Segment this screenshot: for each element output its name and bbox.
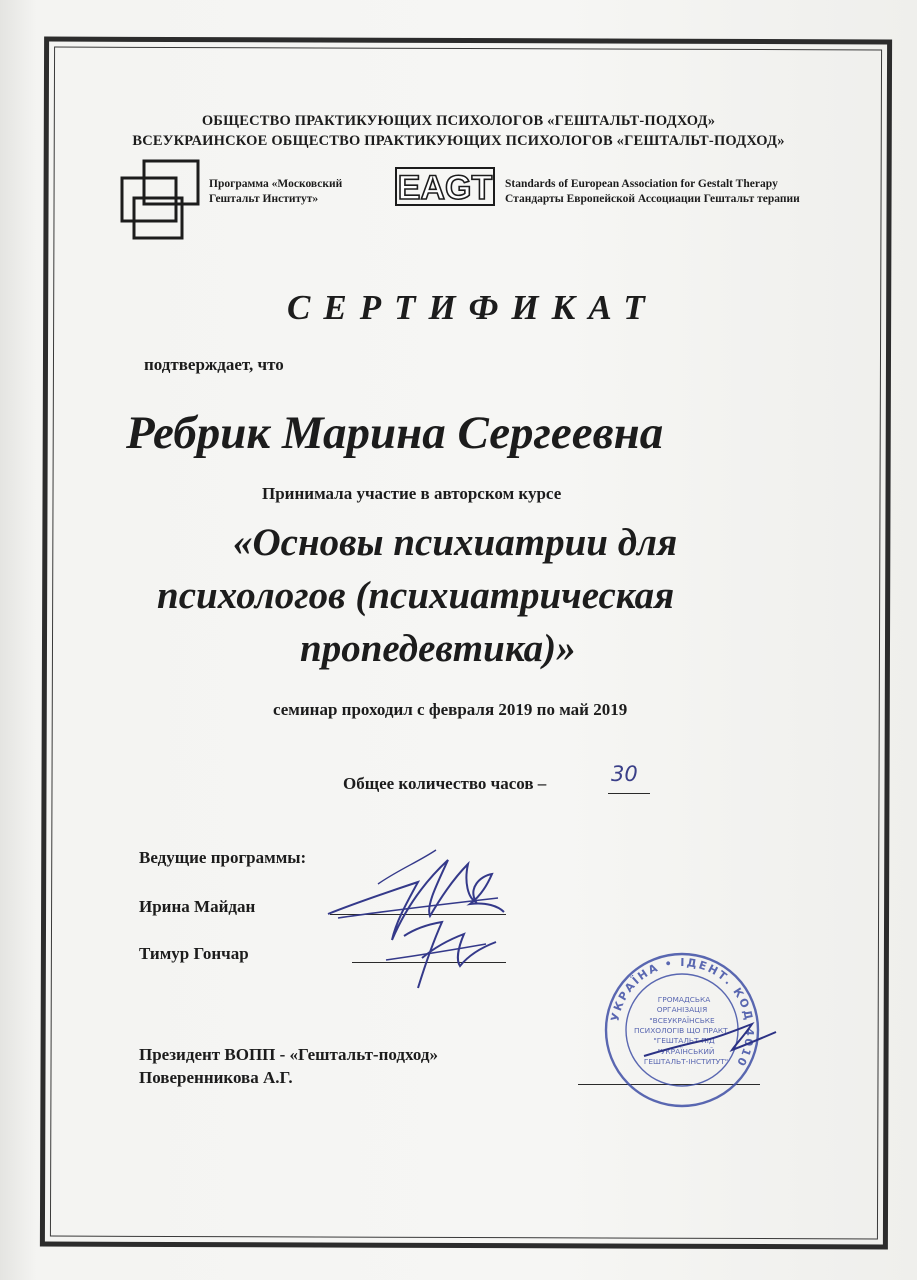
participation-text: Принимала участие в авторском курсе (262, 484, 562, 503)
eagt-logo-text: EAGT (397, 169, 493, 207)
certificate-title: СЕРТИФИКАТ (287, 288, 658, 327)
eagt-logo (395, 166, 495, 208)
course-title-line-2: психологов (психиатрическая (157, 574, 675, 617)
eagt-standards-en: Standards of European Association for Gestalt Therapy (505, 178, 778, 190)
stamp-line-5: "ГЕШТАЛЬТ-ПІД (653, 1036, 715, 1045)
leader-2-name: Тимур Гончар (139, 944, 249, 963)
stamp-line-3: "ВСЕУКРАЇНСЬКЕ (649, 1016, 715, 1025)
stamp-line-7: ГЕШТАЛЬТ-ІНСТИТУТ" (643, 1057, 729, 1066)
recipient-name: Ребрик Марина Сергеевна (126, 407, 664, 459)
confirms-text: подтверждает, что (144, 355, 284, 374)
moscow-gestalt-logo (118, 158, 204, 244)
header-line-2: ВСЕУКРАИНСКОЕ ОБЩЕСТВО ПРАКТИКУЮЩИХ ПСИХОЛОГОВ «ГЕШТАЛЬТ-ПОДХОД» (132, 133, 785, 149)
stamp-line-2: ОРГАНІЗАЦІЯ (656, 1005, 708, 1014)
president-title: Президент ВОПП - «Гештальт-подход» (139, 1045, 438, 1064)
stamp-outer-text: УКРАЇНА • ІДЕНТ. КОД 4010 (608, 955, 757, 1070)
stamp-line-1: ГРОМАДСЬКА (657, 995, 711, 1004)
leader-2-signature (356, 918, 506, 998)
hours-underline (608, 793, 650, 794)
course-title-line-1: «Основы психиатрии для (233, 521, 678, 564)
moscow-program-text-1: Программа «Московский (209, 178, 343, 190)
seminar-dates: семинар проходил с февраля 2019 по май 2019 (273, 700, 628, 719)
president-signature (640, 1010, 780, 1080)
eagt-standards-ru: Стандарты Европейской Ассоциации Гештальт терапии (505, 193, 800, 205)
leader-1-name: Ирина Майдан (139, 897, 256, 916)
leaders-label: Ведущие программы: (139, 848, 307, 867)
stamp-line-6: "УКРАЇНСЬКИЙ (657, 1047, 715, 1056)
hours-value: 30 (611, 762, 638, 786)
course-title-line-3: пропедевтика)» (300, 627, 576, 670)
moscow-program-text-2: Гештальт Институт» (209, 193, 319, 205)
stamp-line-4: ПСИХОЛОГІВ ЩО ПРАКТ. (633, 1026, 731, 1035)
header-line-1: ОБЩЕСТВО ПРАКТИКУЮЩИХ ПСИХОЛОГОВ «ГЕШТАЛЬТ-ПОДХОД» (201, 113, 716, 129)
president-name: Поверенникова А.Г. (139, 1068, 293, 1087)
hours-label: Общее количество часов – (343, 774, 547, 793)
